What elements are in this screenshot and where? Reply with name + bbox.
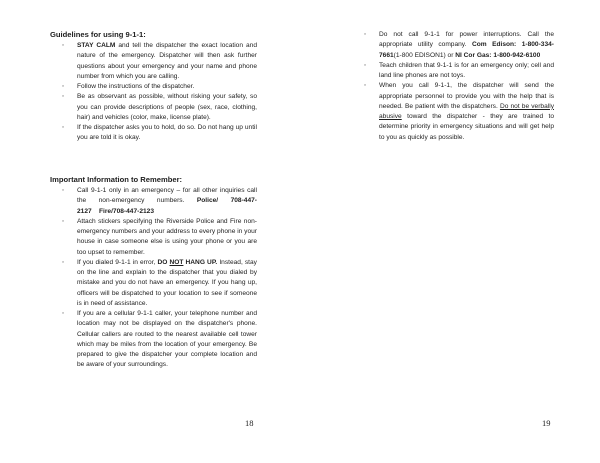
bullet-icon: ◦	[364, 31, 367, 38]
list-item	[62, 123, 257, 144]
bullet-icon: ◦	[62, 124, 65, 131]
list-item	[62, 186, 257, 217]
bullet-icon: ◦	[62, 42, 65, 49]
right-page	[300, 0, 600, 463]
nicor-number: NI Cor Gas: 1-800-942-6100	[455, 51, 541, 59]
guidelines-heading: Guidelines for using 9-1-1:	[50, 30, 146, 39]
list-item-text: Do not call 9-1-1 for power interruptions. Call the appropriate utility company. Com Edison: 1-800-334-7661(1-800 EDISON1) or NI Cor Gas: 1-800-942-6100	[379, 31, 554, 59]
list-item	[62, 217, 257, 258]
bullet-icon: ◦	[62, 93, 65, 101]
list-item	[62, 258, 257, 309]
list-item-text: Attach stickers specifying the Riverside Police and Fire non-emergency numbers and your address to every phone in your house in case someone else is using your phone or you are too upset to remember.	[77, 217, 257, 256]
bullet-icon: ◦	[62, 217, 65, 225]
list-item-text: STAY CALM and tell the dispatcher the exact location and nature of the emergency. Dispatcher will then ask further questions about your emergency and your name and phone number from which you are calling.	[77, 42, 257, 80]
list-item	[364, 30, 554, 61]
bullet-icon: ◦	[62, 310, 65, 317]
bullet-icon: ◦	[364, 82, 367, 90]
important-list	[62, 186, 257, 371]
list-item-text: Be as observant as possible, without risking your safety, so you can provide descriptions of people (sex, race, clothing, hair) and vehicles (color, make, license plate).	[77, 93, 257, 121]
list-item	[364, 61, 554, 82]
page-number-left: 18	[245, 418, 254, 428]
bullet-icon: ◦	[62, 258, 65, 266]
list-item	[364, 81, 554, 143]
list-item-text: When you call 9-1-1, the dispatcher will send the appropriate personnel to provide you with the help that is needed. Be patient with the dispatchers. Do not be verbally abusive toward the dispatcher - they are trained to determine priority in emergency situations and will get help to you as quickly as possible.	[379, 82, 554, 141]
list-item-text: If you dialed 9-1-1 in error, DO NOT HANG UP. Instead, stay on the line and explain to the dispatcher that you dialed by mistake and you do not have an emergency. If you hang up, officers will be dispatched to your location to see if someone is in need of assistance.	[77, 258, 257, 307]
guidelines-list	[62, 41, 257, 144]
list-item-text: Teach children that 9-1-1 is for an emergency only; cell and land line phones are not toys.	[379, 61, 554, 79]
page-number-right: 19	[542, 418, 551, 428]
police-number: Police/ 708-447-2127	[77, 197, 257, 215]
list-item-text: If the dispatcher asks you to hold, do so. Do not hang up until you are told it is okay.	[77, 124, 257, 142]
list-item	[62, 41, 257, 82]
list-item-text: Call 9-1-1 only in an emergency – for all other inquiries call the non-emergency numbers. Police/ 708-447-2127 Fire/708-447-2123	[77, 187, 257, 215]
bullet-icon: ◦	[62, 187, 65, 194]
list-item-text: Follow the instructions of the dispatcher.	[77, 83, 195, 90]
list-item-text: If you are a cellular 9-1-1 caller, your telephone number and location may not be displayed on the dispatcher's phone. Cellular callers are routed to the nearest available cell tower which may be miles from the location of your emergency. Be prepared to give the dispatcher your complete location and be aware of your surroundings.	[77, 310, 257, 369]
fire-number: Fire/708-447-2123	[99, 207, 154, 215]
important-heading: Important Information to Remember:	[50, 175, 183, 184]
list-item	[62, 92, 257, 123]
comed-number: Com Edison: 1-800-334-7661	[379, 41, 554, 59]
right-list	[364, 30, 554, 143]
bullet-icon: ◦	[364, 61, 367, 69]
bullet-icon: ◦	[62, 83, 65, 90]
list-item	[62, 309, 257, 371]
list-item	[62, 82, 257, 92]
